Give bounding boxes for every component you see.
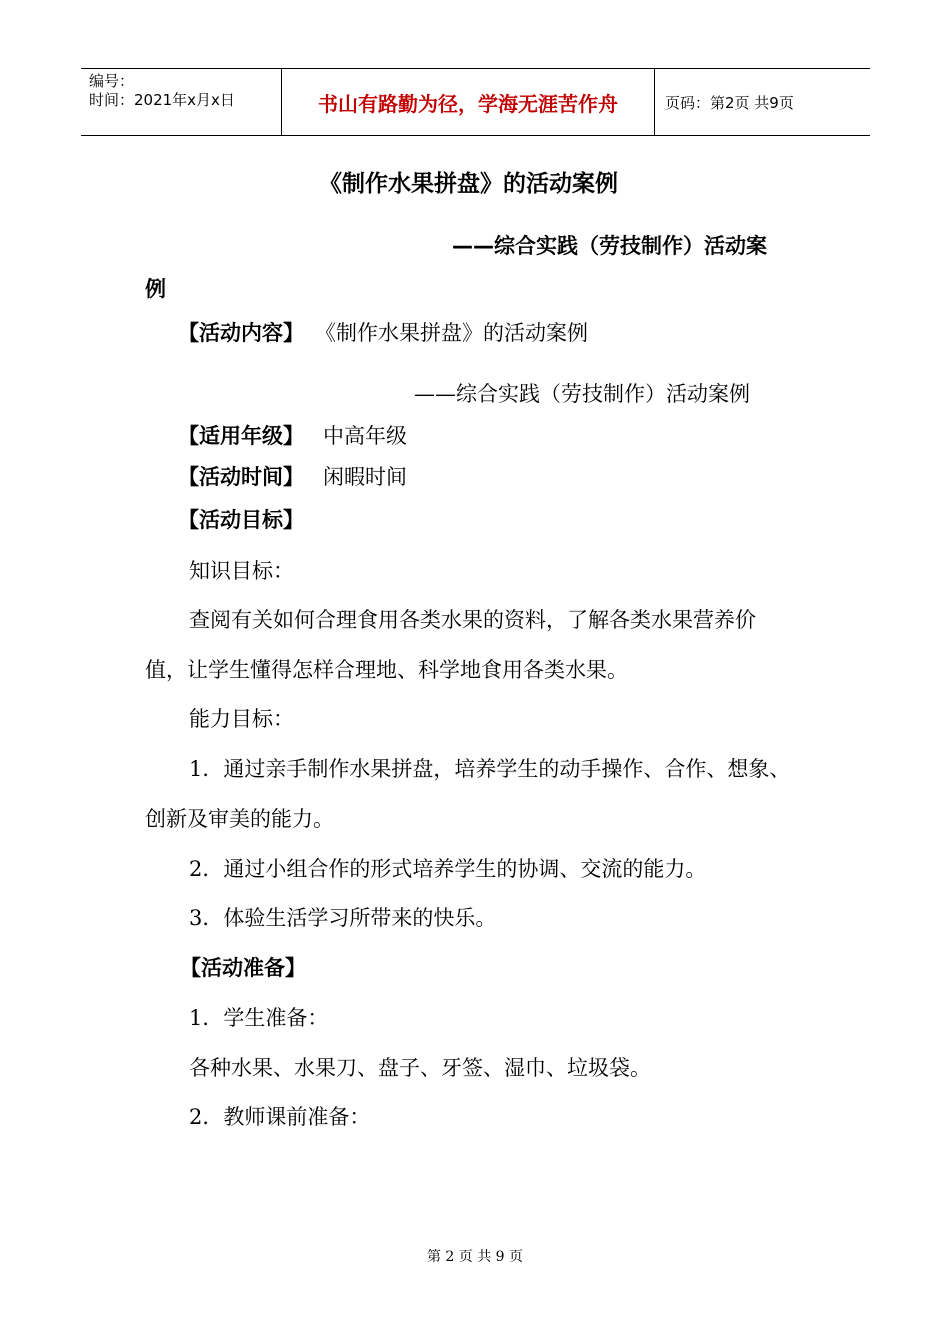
activity-goal-label: 【活动目标】 [178,508,304,532]
activity-content-value: 《制作水果拼盘》的活动案例 [315,321,588,345]
grade-label: 【适用年级】 [178,424,304,448]
knowledge-goal-text-1: 查阅有关如何合理食用各类水果的资料，了解各类水果营养价 [189,608,756,632]
header-left-cell [81,69,282,135]
document-subtitle-continued: 例 [145,277,166,301]
activity-time-value: 闲暇时间 [323,465,407,489]
header-page-info: 页码：第2页 共9页 [665,93,794,112]
grade-value: 中高年级 [323,424,407,448]
knowledge-goal-heading: 知识目标： [189,559,294,583]
number-label: 编号： [89,72,135,90]
document-title: 《制作水果拼盘》的活动案例 [319,171,618,197]
activity-time-label: 【活动时间】 [178,465,304,489]
knowledge-goal-text-2: 值，让学生懂得怎样合理地、科学地食用各类水果。 [145,658,628,682]
activity-prep-label: 【活动准备】 [180,956,306,980]
date-label: 时间：2021年x月x日 [89,91,235,109]
ability-item-3: 3．体验生活学习所带来的快乐。 [189,906,497,930]
header-motto: 书山有路勤为径，学海无涯苦作舟 [282,69,655,135]
ability-item-1-line-2: 创新及审美的能力。 [145,807,334,831]
page-header [81,68,870,136]
ability-goal-heading: 能力目标： [189,707,294,731]
student-prep-items: 各种水果、水果刀、盘子、牙签、湿巾、垃圾袋。 [189,1056,651,1080]
ability-item-1-line-1: 1．通过亲手制作水果拼盘，培养学生的动手操作、合作、想象、 [189,757,791,781]
teacher-prep-heading: 2．教师课前准备： [189,1105,371,1129]
activity-content-label: 【活动内容】 [178,321,304,345]
activity-content-sub: ——综合实践（劳技制作）活动案例 [414,382,750,406]
page-footer: 第 2 页 共 9 页 [426,1249,524,1265]
ability-item-2: 2．通过小组合作的形式培养学生的协调、交流的能力。 [189,857,707,881]
document-subtitle: ——综合实践（劳技制作）活动案 [452,234,767,258]
student-prep-heading: 1．学生准备： [189,1006,329,1030]
